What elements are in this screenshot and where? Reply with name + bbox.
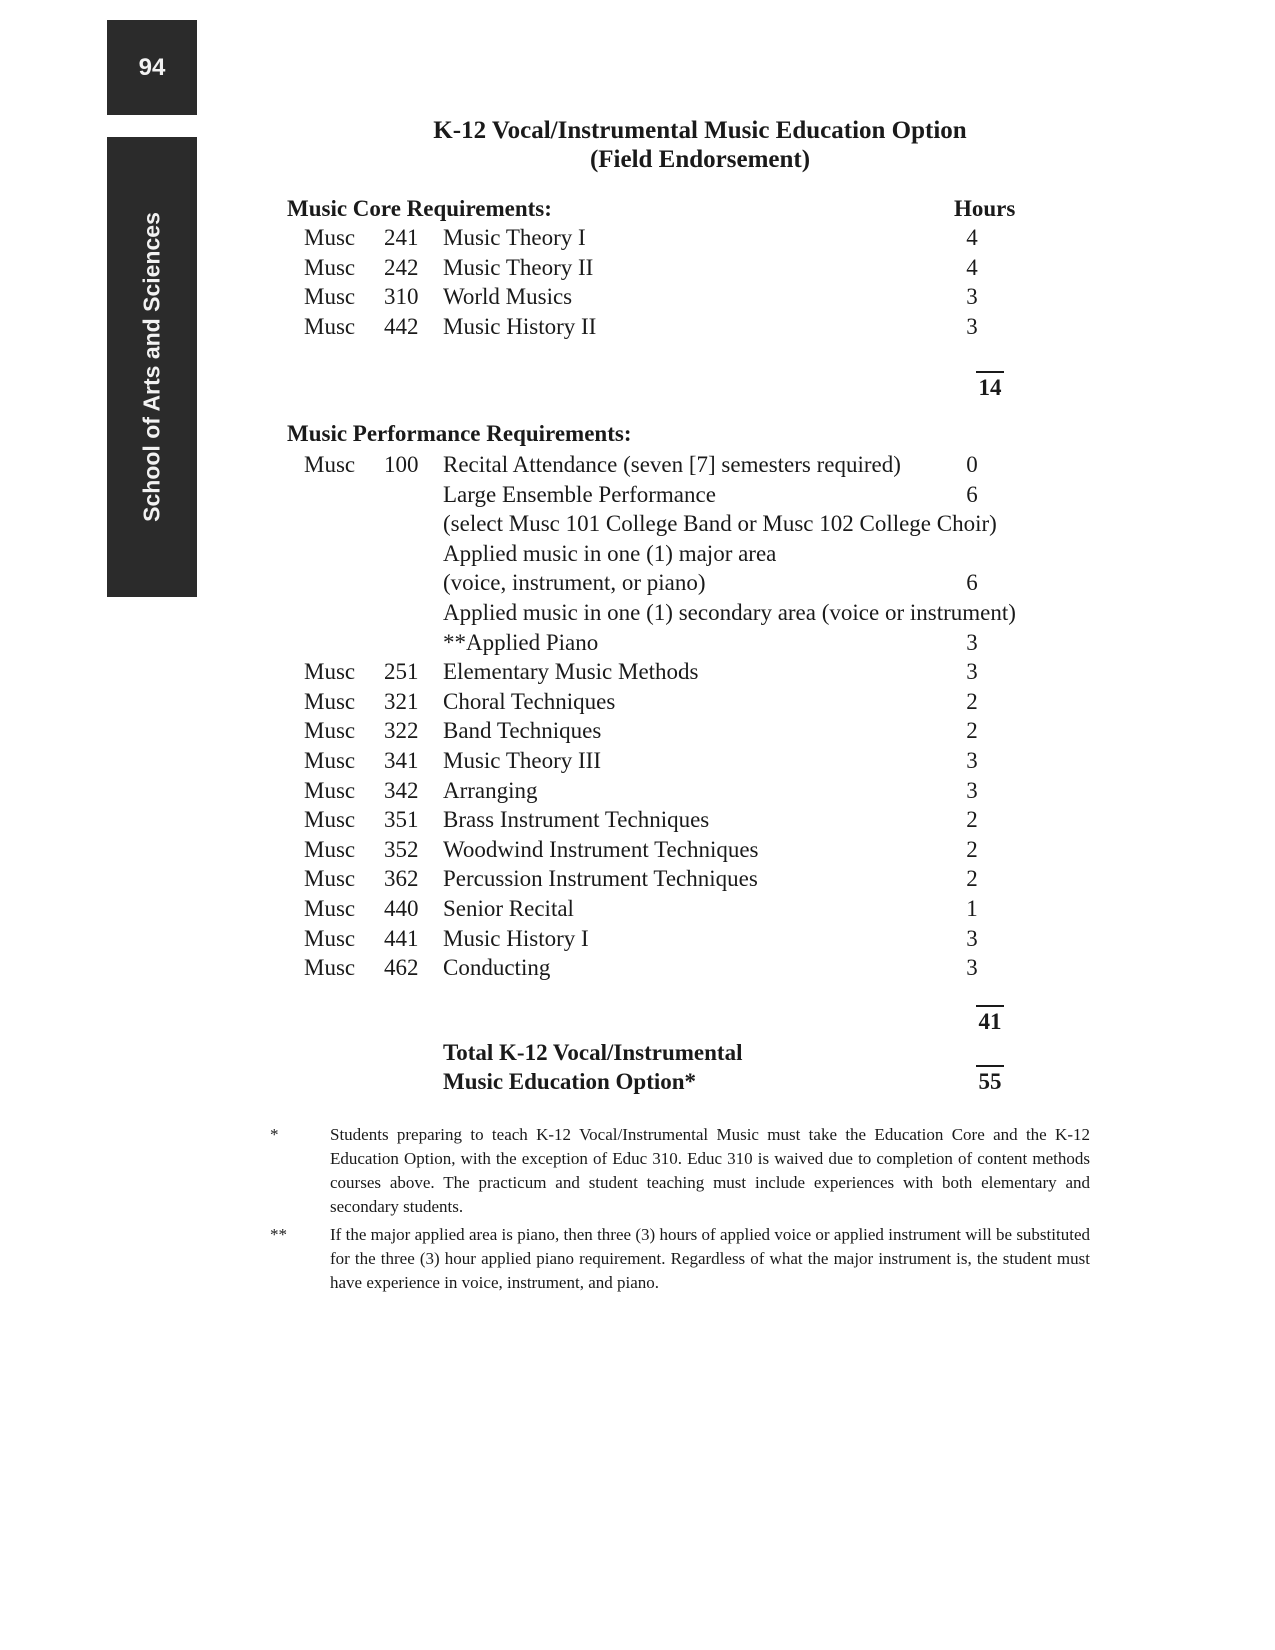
- course-dept: Musc: [304, 225, 356, 250]
- course-row: [0, 748, 1275, 777]
- course-number: 342: [384, 777, 419, 803]
- hours-header: Hours: [954, 196, 1016, 221]
- course-dept: Musc: [304, 254, 356, 280]
- course-hours: 2: [966, 836, 978, 862]
- course-title: Woodwind Instrument Techniques: [443, 836, 759, 862]
- course-number: 322: [384, 718, 419, 744]
- course-row: [0, 837, 1275, 866]
- course-hours: 3: [966, 659, 978, 685]
- course-number: 440: [384, 896, 419, 921]
- course-hours: 2: [966, 718, 978, 744]
- course-hours: 3: [966, 313, 978, 339]
- course-hours: 1: [966, 896, 978, 921]
- course-title: **Applied Piano: [443, 629, 599, 655]
- course-title: Music History I: [443, 925, 589, 951]
- course-title: Brass Instrument Techniques: [443, 807, 710, 833]
- course-title: Music Theory I: [443, 225, 586, 250]
- course-dept: Musc: [304, 659, 356, 685]
- course-title: Arranging: [443, 777, 538, 803]
- course-row: [0, 225, 1275, 254]
- course-row: [0, 511, 1275, 540]
- course-hours: 3: [966, 284, 978, 310]
- course-title: (voice, instrument, or piano): [443, 570, 706, 596]
- course-row: [0, 807, 1275, 836]
- course-dept: Musc: [304, 284, 356, 310]
- course-dept: Musc: [304, 896, 356, 921]
- footnote-text: Students preparing to teach K-12 Vocal/Instrumental Music must take the Education Core and the K-12 Education Option, with the exception of Educ 310. Educ 310 is waived due to completion of content methods courses above. The practicum and student teaching must include experiences with both elementary and secondary students.: [330, 1125, 1090, 1216]
- course-dept: Musc: [304, 866, 356, 892]
- course-title: Music Theory II: [443, 254, 594, 280]
- course-row: [0, 255, 1275, 284]
- course-number: 442: [384, 313, 419, 339]
- course-hours: 2: [966, 688, 978, 714]
- course-row: [0, 482, 1275, 511]
- course-hours: 4: [966, 254, 978, 280]
- course-row: [0, 452, 1275, 481]
- course-dept: Musc: [304, 925, 356, 951]
- course-hours: 6: [966, 570, 978, 596]
- course-title: Choral Techniques: [443, 688, 616, 714]
- course-row: [0, 926, 1275, 955]
- course-hours: 6: [966, 481, 978, 507]
- course-hours: 3: [966, 777, 978, 803]
- course-hours: 3: [966, 748, 978, 773]
- course-row: [0, 314, 1275, 343]
- course-row: [0, 630, 1275, 659]
- course-title: Senior Recital: [443, 896, 574, 921]
- course-row: [0, 718, 1275, 747]
- course-title: Conducting: [443, 955, 551, 981]
- course-title: Band Techniques: [443, 718, 602, 744]
- course-dept: Musc: [304, 748, 356, 773]
- course-hours: 3: [966, 925, 978, 951]
- course-title: Applied music in one (1) major area: [443, 540, 777, 566]
- performance-subtotal: 41: [976, 1005, 1004, 1035]
- course-number: 310: [384, 284, 419, 310]
- footnote-mark: *: [270, 1125, 279, 1144]
- total-label: [443, 1038, 742, 1096]
- course-hours: 2: [966, 866, 978, 892]
- footnote-2: [270, 1223, 1090, 1299]
- total-label-line-2: Music Education Option*: [443, 1069, 697, 1094]
- course-hours: 3: [966, 955, 978, 981]
- course-title: Recital Attendance (seven [7] semesters required): [443, 452, 901, 477]
- course-title: Elementary Music Methods: [443, 659, 699, 685]
- course-dept: Musc: [304, 688, 356, 714]
- page-number-tab: [107, 20, 197, 115]
- course-row: [0, 570, 1275, 599]
- course-hours: 2: [966, 807, 978, 833]
- course-number: 242: [384, 254, 419, 280]
- core-heading: Music Core Requirements:: [287, 196, 552, 221]
- title-line-2: (Field Endorsement): [589, 146, 811, 173]
- course-row: [0, 600, 1275, 629]
- course-title: (select Musc 101 College Band or Musc 102 College Choir): [443, 511, 997, 537]
- course-row: [0, 689, 1275, 718]
- page-number: 94: [138, 53, 166, 81]
- course-number: 352: [384, 836, 419, 862]
- course-dept: Musc: [304, 777, 356, 803]
- core-subtotal: 14: [976, 371, 1004, 401]
- course-number: 251: [384, 659, 419, 685]
- course-row: [0, 541, 1275, 570]
- course-dept: Musc: [304, 313, 356, 339]
- course-hours: 0: [966, 452, 978, 477]
- total-value: 55: [976, 1065, 1004, 1095]
- course-row: [0, 896, 1275, 925]
- course-dept: Musc: [304, 807, 356, 833]
- course-dept: Musc: [304, 836, 356, 862]
- section-label: School of Arts and Sciences: [138, 212, 165, 522]
- course-title: Music History II: [443, 313, 597, 339]
- page-title: [380, 116, 1020, 174]
- course-number: 441: [384, 925, 419, 951]
- course-number: 462: [384, 955, 419, 981]
- course-row: [0, 955, 1275, 984]
- course-row: [0, 659, 1275, 688]
- course-number: 341: [384, 748, 419, 773]
- course-row: [0, 284, 1275, 313]
- course-row: [0, 778, 1275, 807]
- course-title: Applied music in one (1) secondary area (voice or instrument): [443, 600, 1016, 625]
- course-title: World Musics: [443, 284, 573, 310]
- course-title: Large Ensemble Performance: [443, 481, 716, 507]
- title-line-1: K-12 Vocal/Instrumental Music Education Option: [433, 117, 967, 144]
- course-hours: 3: [966, 629, 978, 655]
- footnote-mark: **: [270, 1225, 287, 1244]
- footnote-text: If the major applied area is piano, then three (3) hours of applied voice or applied instrument will be substituted for the three (3) hour applied piano requirement. Regardless of what the major instrument is, the student must have experience in voice, instrument, and piano.: [330, 1225, 1090, 1292]
- course-number: 241: [384, 225, 419, 250]
- course-hours: 4: [966, 225, 978, 250]
- course-dept: Musc: [304, 452, 356, 477]
- course-number: 351: [384, 807, 419, 833]
- course-number: 362: [384, 866, 419, 892]
- course-title: Percussion Instrument Techniques: [443, 866, 758, 892]
- course-dept: Musc: [304, 955, 356, 981]
- course-number: 100: [384, 452, 419, 477]
- course-row: [0, 866, 1275, 895]
- performance-heading: Music Performance Requirements:: [287, 421, 632, 446]
- total-label-line-1: Total K-12 Vocal/Instrumental: [443, 1040, 743, 1065]
- course-title: Music Theory III: [443, 748, 601, 773]
- course-number: 321: [384, 688, 419, 714]
- footnote-1: [270, 1123, 1090, 1221]
- course-dept: Musc: [304, 718, 356, 744]
